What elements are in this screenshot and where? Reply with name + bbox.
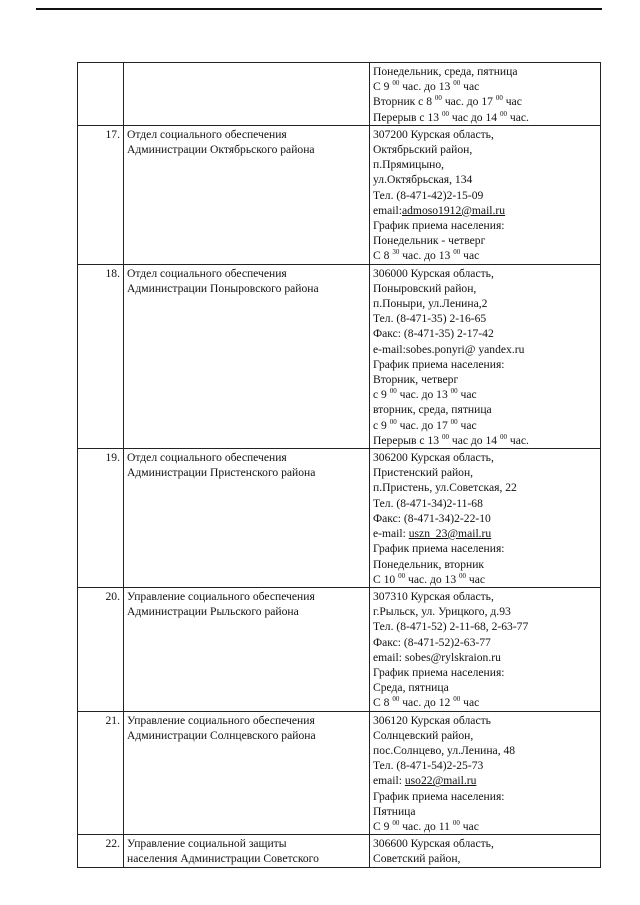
contact-info-line: Факс: (8-471-52)2-63-77 <box>373 635 491 649</box>
time-minutes: 00 <box>441 109 449 118</box>
time-text: час. до 17 <box>441 95 496 109</box>
time-text: час. до 17 <box>396 418 451 432</box>
contact-info-cell <box>370 63 601 126</box>
time-text: час <box>457 388 477 402</box>
row-number: 17. <box>78 125 124 264</box>
table-body <box>78 63 601 868</box>
contact-info-line: Тел. (8-471-34)2-11-68 <box>373 496 483 510</box>
organization-name-line: Администрации Рыльского района <box>127 605 299 619</box>
time-text: с 9 <box>373 418 390 432</box>
time-text: час <box>502 95 522 109</box>
organization-cell <box>124 835 370 867</box>
time-text: С 10 <box>373 572 399 586</box>
organization-name-line: населения Администрации Советского <box>127 852 319 866</box>
time-text: час <box>460 80 480 94</box>
email-label: e-mail: <box>373 527 409 541</box>
time-minutes: 00 <box>452 818 460 827</box>
contact-info-line: Понедельник, среда, пятница <box>373 65 518 78</box>
contact-info-line: Факс: (8-471-35) 2-17-42 <box>373 327 494 341</box>
contact-info-line: 307200 Курская область, <box>373 127 494 141</box>
email-link[interactable]: admoso1912@mail.ru <box>401 203 506 217</box>
contact-info-line: Солнцевский район, <box>373 728 474 742</box>
contact-info-line: 306200 Курская область, <box>373 451 494 465</box>
contact-info-line: пос.Солнцево, ул.Ленина, 48 <box>373 743 516 757</box>
time-text: С 9 <box>373 819 393 833</box>
time-minutes: 00 <box>398 571 406 580</box>
table-row <box>78 587 601 711</box>
time-text: час. до 12 <box>399 696 454 710</box>
schedule-time-line <box>373 819 597 834</box>
organization-name-line: Отдел социального обеспечения <box>127 451 287 465</box>
email-line <box>373 526 597 541</box>
row-number: 21. <box>78 711 124 835</box>
contact-info-line: График приема населения: <box>373 542 505 556</box>
time-minutes: 00 <box>453 248 461 257</box>
time-minutes: 00 <box>392 818 400 827</box>
time-text: час <box>466 572 486 586</box>
time-minutes: 00 <box>392 695 400 704</box>
contact-info-line: Пристенский район, <box>373 466 474 480</box>
time-minutes: 00 <box>434 94 442 103</box>
contact-info-line: 306120 Курская область <box>373 713 491 727</box>
contact-info-line: email: sobes@rylskraion.ru <box>373 650 501 664</box>
top-border-rule <box>36 8 602 10</box>
contact-info-line: ул.Октябрьская, 134 <box>373 173 473 187</box>
time-text: час. до 13 <box>396 388 451 402</box>
time-text: час <box>457 418 477 432</box>
time-minutes: 00 <box>453 695 461 704</box>
contact-info-line: График приема населения: <box>373 357 505 371</box>
time-minutes: 00 <box>450 387 458 396</box>
time-text: час <box>460 249 480 263</box>
table-row <box>78 125 601 264</box>
contact-info-line: Тел. (8-471-35) 2-16-65 <box>373 312 487 326</box>
time-minutes: 00 <box>450 417 458 426</box>
schedule-time-line <box>373 248 597 263</box>
time-minutes: 00 <box>495 94 503 103</box>
contact-info-line: График приема населения: <box>373 219 505 233</box>
email-link[interactable]: uso22@mail.ru <box>404 774 477 788</box>
time-text: Перерыв с 13 <box>373 433 442 447</box>
schedule-time-line <box>373 110 597 125</box>
time-text: час. до 13 <box>399 249 454 263</box>
contact-info-cell <box>370 264 601 448</box>
time-text: Перерыв с 13 <box>373 110 442 124</box>
time-text: час. до 11 <box>399 819 453 833</box>
time-minutes: 00 <box>499 109 507 118</box>
contact-info-line: График приема населения: <box>373 789 505 803</box>
contact-info-cell <box>370 587 601 711</box>
time-minutes: 00 <box>499 432 507 441</box>
organization-cell <box>124 125 370 264</box>
organization-cell <box>124 711 370 835</box>
contact-info-line: 306000 Курская область, <box>373 266 494 280</box>
schedule-time-line <box>373 79 597 94</box>
organization-name-line: Администрации Солнцевского района <box>127 728 316 742</box>
row-number: 19. <box>78 449 124 588</box>
table-row <box>78 449 601 588</box>
organization-cell <box>124 449 370 588</box>
schedule-time-line <box>373 418 597 433</box>
contact-info-line: Среда, пятница <box>373 681 449 695</box>
contact-info-cell <box>370 835 601 867</box>
email-label: email: <box>373 203 402 217</box>
schedule-time-line <box>373 433 597 448</box>
organization-cell <box>124 587 370 711</box>
contact-info-line: Тел. (8-471-42)2-15-09 <box>373 188 484 202</box>
table-row <box>78 264 601 448</box>
time-text: час. <box>506 433 529 447</box>
time-text: час. до 13 <box>399 80 454 94</box>
time-minutes: 00 <box>389 387 397 396</box>
contact-info-line: Понедельник - четверг <box>373 234 486 248</box>
row-number: 22. <box>78 835 124 867</box>
contact-info-line: Пятница <box>373 804 416 818</box>
contact-info-line: г.Рыльск, ул. Урицкого, д.93 <box>373 605 511 619</box>
organization-name-line: Управление социальной защиты <box>127 837 287 851</box>
organization-cell <box>124 264 370 448</box>
time-minutes: 00 <box>453 79 461 88</box>
time-text: с 9 <box>373 388 390 402</box>
time-text: Вторник с 8 <box>373 95 435 109</box>
contact-info-line: Вторник, четверг <box>373 373 459 387</box>
contact-info-line: Советский район, <box>373 852 461 866</box>
organization-name-line: Отдел социального обеспечения <box>127 127 287 141</box>
organization-name-line: Управление социального обеспечения <box>127 713 315 727</box>
time-text: час до 14 <box>448 433 500 447</box>
time-text: С 9 <box>373 80 393 94</box>
time-minutes: 00 <box>392 79 400 88</box>
time-text: С 8 <box>373 696 393 710</box>
social-services-table <box>77 62 601 868</box>
contact-info-cell <box>370 125 601 264</box>
table-row <box>78 711 601 835</box>
contact-info-line: Тел. (8-471-52) 2-11-68, 2-63-77 <box>373 620 529 634</box>
schedule-time-line <box>373 572 597 587</box>
organization-name-line: Администрации Октябрьского района <box>127 143 315 157</box>
email-label: email: <box>373 774 405 788</box>
contact-info-cell <box>370 449 601 588</box>
time-minutes: 00 <box>441 432 449 441</box>
contact-info-line: п.Пристень, ул.Советская, 22 <box>373 481 517 495</box>
contact-info-line: п.Поныри, ул.Ленина,2 <box>373 297 488 311</box>
contact-info-line: e-mail:sobes.ponyri@ yandex.ru <box>373 342 525 356</box>
contact-info-line: Понедельник, вторник <box>373 557 485 571</box>
time-text: час <box>459 819 479 833</box>
contact-info-line: График приема населения: <box>373 665 505 679</box>
email-link[interactable]: uszn_23@mail.ru <box>408 527 492 541</box>
time-text: час. до 13 <box>405 572 460 586</box>
contact-info-line: вторник, среда, пятница <box>373 403 492 417</box>
row-number <box>78 63 124 126</box>
schedule-time-line <box>373 387 597 402</box>
organization-name-line: Администрации Пристенского района <box>127 466 316 480</box>
time-text: час. <box>506 110 529 124</box>
organization-cell <box>124 63 370 126</box>
time-minutes: 00 <box>459 571 467 580</box>
schedule-time-line <box>373 94 597 109</box>
contact-info-line: 306600 Курская область, <box>373 837 494 851</box>
contact-info-line: Факс: (8-471-34)2-22-10 <box>373 511 491 525</box>
organization-name-line: Управление социального обеспечения <box>127 589 315 603</box>
contact-info-cell <box>370 711 601 835</box>
time-text: час <box>460 696 480 710</box>
table-row <box>78 835 601 867</box>
organization-name-line: Администрации Поныровского района <box>127 281 319 295</box>
contact-info-line: 307310 Курская область, <box>373 589 494 603</box>
contact-info-line: Октябрьский район, <box>373 143 473 157</box>
table-row <box>78 63 601 126</box>
organization-name-line: Отдел социального обеспечения <box>127 266 287 280</box>
time-minutes: 00 <box>389 417 397 426</box>
email-line <box>373 773 597 788</box>
contact-info-line: п.Прямицыно, <box>373 158 445 172</box>
schedule-time-line <box>373 695 597 710</box>
time-text: час до 14 <box>448 110 500 124</box>
contact-info-line: Тел. (8-471-54)2-25-73 <box>373 759 484 773</box>
contact-info-line: Поныровский район, <box>373 281 477 295</box>
row-number: 18. <box>78 264 124 448</box>
time-minutes: 30 <box>392 248 400 257</box>
time-text: С 8 <box>373 249 393 263</box>
email-line <box>373 203 597 218</box>
row-number: 20. <box>78 587 124 711</box>
